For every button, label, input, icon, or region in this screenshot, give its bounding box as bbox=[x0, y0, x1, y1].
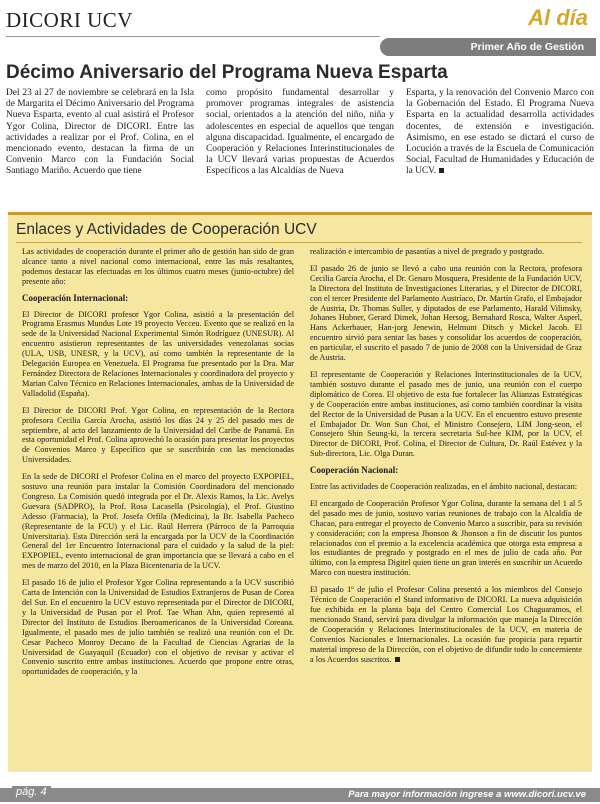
paragraph: El pasado 16 de julio el Profesor Ygor Colina representando a la UCV suscribió Carta de Intención con la Universidad de Estudios Extranjeros de Pusan de Corea del Sur. En el encuentro la UCV estuvo representada por el Director de DICORI, y la Universidad de Pusan por el Prof. Tae Whan Ahn, quien representó al Director del Instituto de Estudios Iberoamericanos de la Universidad Coreana. Igualmente, el pasado mes de julio también se realizó una reunión con el Dr. Cesar Pacheco Monroy Decano de la Facultad de Ciencias Agrarias de la Universidad de Guayaquil (Ecuador) con el objetivo de revisar y activar el Convenio suscrito entre ambas instituciones. Acuerdo que propone entre otras, oportunidades de cooperación, y la bbox=[22, 578, 294, 677]
feature-intro: Las actividades de cooperación durante el primer año de gestión han sido de gran alcance tanto a nivel nacional como internacional, entre las más resaltantes, podemos destacar las efectuadas en los últimos cuatro meses (junio-octubre) del presente año: bbox=[22, 247, 294, 286]
article-title: Décimo Aniversario del Programa Nueva Esparta bbox=[6, 62, 448, 83]
feature-box bbox=[8, 212, 592, 772]
paragraph: En la sede de DICORI el Profesor Colina en el marco del proyecto EXPOPIEL, sostuvo una reunión para instalar la Comisión Coordinadora del mencionado Congreso. La Comisión quedó integrada por el Dr. Alexis Ramos, la Lic. Avelys Guevara (SADPRO), la Prof. Rosa Lacasella (Psicología), el Prof. Giustino Adesso (Farmacia), la Prof. Josefa Orfila (Medicina), la Br. Isabella Pacheco (Representante de la FCU) y el Lic. Raúl Herrera (Párroco de la Parroquia Universitaria). Esta Dirección será la encargada por la UCV de la Coordinación General del 1er Encuentro Internacional para el cuidado y la salud de la piel: EXPOPIEL, evento internacional de gran importancia que se llevará a cabo en el mes de marzo del 2010, en la Plaza Bicentenaria de la UCV. bbox=[22, 472, 294, 571]
paragraph: El pasado 26 de junio se llevó a cabo una reunión con la Rectora, profesora Cecilia García Arocha, el Dr. Genaro Mosquera, Presidente de la Fundación UCV, la Directora del Instituto de Investigaciones Literarias, y el Director de DICORI, con el tercer Presidente del Parlamento Austríaco, Dr. Martín Grafo, el Embajador de Austria, Dr. Thomas Suller, y diputados de ese Parlamento, Harald Vilimsky, Johanes Hubner, Gerard Dimek, Johan Hersog, Bernahard Rosca, Walter Asperl, Hans Ackerbauer, Han-jorg Jenewin, Helmunt Ditsch y Mickel Jacob. El encuentro sirvió para sentar las bases y consolidar los acuerdos de cooperación, en particular, el suscrito el pasado 7 de junio de 2008 con la Universidad de Graz de Austria. bbox=[310, 263, 582, 363]
page-header bbox=[0, 0, 600, 58]
feature-column-2 bbox=[310, 247, 582, 769]
paragraph: El representante de Cooperación y Relaciones Interinstitucionales de la UCV, también sostuvo durante el pasado mes de junio, una reunión con el cuerpo diplomático de Corea. El objetivo de esta fue fortalecer las Alianzas Estratégicas y de Cooperación entre ambas instituciones, así como también coordinar la visita del Rector de la Universidad de Pusan a la UCV. En el encuentro estuvo presente el Embajador Dr. Won Sun Choi, el Ministro Consejero, LIM Jong-seon, el Consejero Shin Seung-ki, la tercera secretaria Sul-hee KIM, por la UCV, el Director de DICORI, Prof. Colina, el Director de Cultura, Dr. Raúl Estévez y la Sub-directora, Lic. Olga Duran. bbox=[310, 369, 582, 459]
footer-link-text: Para mayor información ingrese a www.dicori.ucv.ve bbox=[348, 789, 586, 800]
section-bar-text: Primer Año de Gestión bbox=[470, 41, 584, 53]
end-mark bbox=[395, 657, 400, 662]
paragraph-text: El pasado 1º de julio el Profesor Colina presentó a los miembros del Consejo Técnico de Cooperación el Stand informativo de DICORI. La nueva adquisición fue exhibida en la planta baja del Centro Comercial Los Chaguaramos, el mencionado Stand, servirá para divulgar la información que maneja la Dirección de Cooperación y Relaciones Interinstitucionales de la UCV, en materia de Convenios Nacionales e Internacionales. La ocasión fue propicia para repartir material impreso de la Dirección, con el objetivo de difundir todo lo concerniente a los Acuerdos suscritos. bbox=[310, 585, 582, 664]
paragraph: realización e intercambio de pasantías a nivel de pregrado y postgrado. bbox=[310, 247, 544, 256]
article-column-3 bbox=[406, 88, 594, 196]
paragraph: Entre las actividades de Cooperación realizadas, en el ámbito nacional, destacan: bbox=[310, 482, 578, 492]
section-heading-national: Cooperación Nacional: bbox=[310, 465, 399, 476]
section-label: Al día bbox=[528, 5, 588, 30]
header-divider bbox=[6, 36, 380, 37]
page-footer bbox=[0, 782, 600, 804]
dicori-logo: DICORI UCV bbox=[6, 8, 133, 32]
paragraph bbox=[310, 585, 582, 664]
feature-column-1 bbox=[22, 247, 294, 769]
feature-columns bbox=[22, 247, 582, 769]
feature-title-rule bbox=[16, 242, 582, 243]
section-bar bbox=[380, 38, 596, 56]
end-mark bbox=[439, 168, 444, 173]
feature-title: Enlaces y Actividades de Cooperación UCV bbox=[16, 221, 317, 238]
paragraph: El Director de DICORI profesor Ygor Colina, asistió a la presentación del Programa Erasmus Mundus Lote 19 proyecto Vecceu. Evento que se realizó en la sede de la Universidad Nacional Experimental Simón Rodríguez (UNESUR). Al encuentro asistieron representantes de las universidades venezolanas socias (ULA, USB, UNESR, y la UCV), así como también la representante de la Delegación Europea en Venezuela. El Programa fue presentado por la Dra. Mar Fernández Directora de Relaciones Internacionales y coordinadora del proyecto y Marian Calvo Técnico en Relaciones Internacionales, ambas de la Universidad de Valladolid (España). bbox=[22, 309, 294, 398]
article-column-2: como propósito fundamental desarrollar y promover programas integrales de asistencia social, orientados a la atención del niño, niña y adolescentes en especial de aquellos que tengan alguna discapacidad. Igualmente, el encargado de Cooperación y Relaciones Interinstitucionales de la UCV llevará varias propuestas de Acuerdos Específicos a las Alcaldías de Nueva bbox=[206, 88, 394, 177]
article-column-1: Del 23 al 27 de noviembre se celebrará en la Isla de Margarita el Décimo Aniversario del Programa Nueva Esparta, evento al cual asistirá el Profesor Ygor Colina, Director de DICORI. Entre las actividades a realizar por el Prof. Colina, en el mencionado evento, destacan la firma de un Convenio Marco con la Fundación Social Santiago Mariño. Acuerdo que tiene bbox=[6, 88, 194, 177]
paragraph: El encargado de Cooperación Profesor Ygor Colina, durante la semana del 1 al 5 del pasado mes de junio, sostuvo varias reuniones de trabajo con la Alcaldía de Chacao, para entregar el proyecto de Convenio Marco a suscribir, para su revisión y consideración; con la empresa Jhonson & Jhonson a fin de discutir los puntos relacionados con el premio a la excelencia académica que otorga esta empresa a los estudiantes de pregrado y postgrado en el mes de julio de cada año. Por último, con la empresa Digitel quien tiene un gran interés en suscribir un Acuerdo Marco con nuestra institución. bbox=[310, 498, 582, 578]
paragraph: El Director de DICORI Prof. Ygor Colina, en representación de la Rectora profesora Cecilia García Arocha, asistió los días 24 y 25 del pasado mes de septiembre, al acto del lanzamiento de la Universidad del Caribe de Panamá. En esta oportunidad el Prof. Colina aprovechó la ocasión para presentar los proyectos de Convenios Marco y Específico que se suscribirán con las mencionadas Universidades. bbox=[22, 405, 294, 465]
page-number: pág. 4 bbox=[12, 786, 51, 798]
section-heading-international: Cooperación Internacional: bbox=[22, 292, 129, 303]
article-column-3-text: Esparta, y la renovación del Convenio Marco con la Gobernación del Estado. El Programa Nueva Esparta en la actualidad desarrolla actividades docentes, de extensión e investigación. Asimismo, en ese estado se dictará el curso de Locución a través de la Escuela de Comunicación Social, Facultad de Humanidades y Educación de la UCV. bbox=[406, 88, 594, 177]
article-body bbox=[6, 88, 594, 196]
